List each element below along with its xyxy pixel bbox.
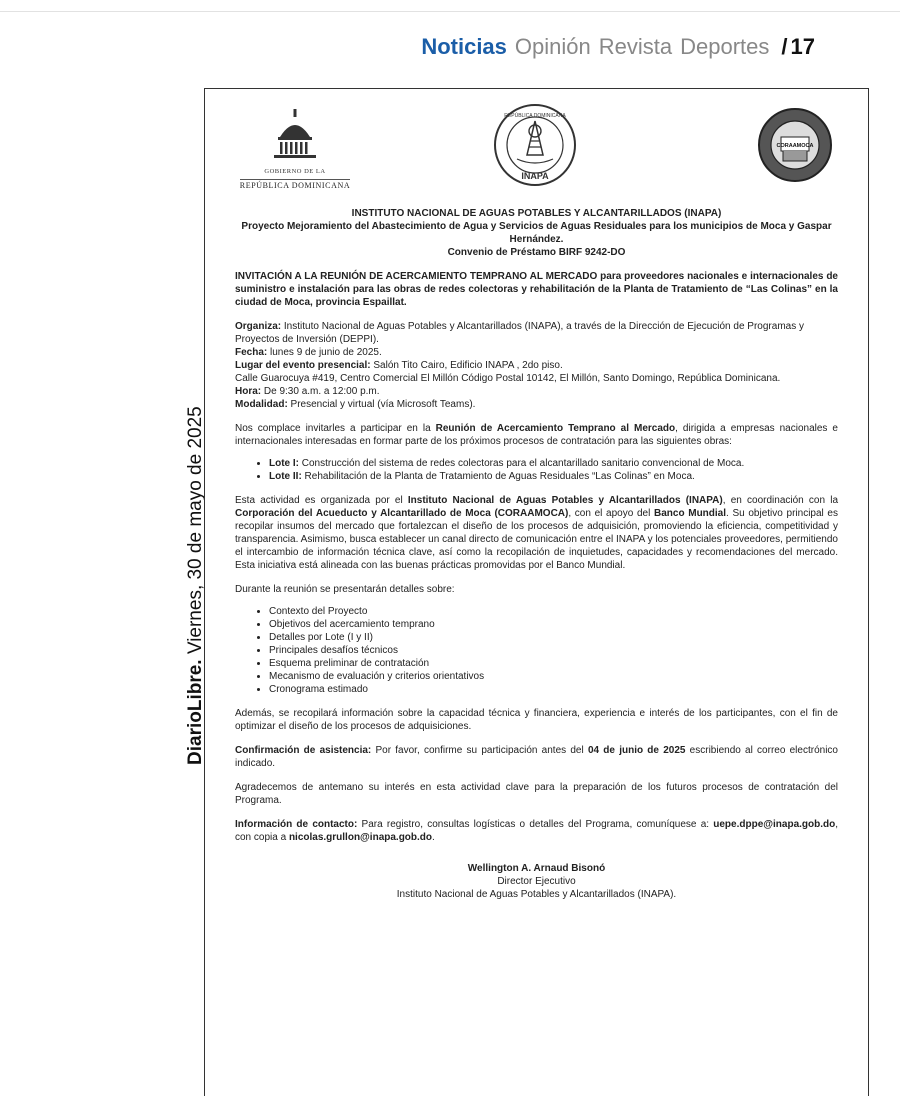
list-item: • Principales desafíos técnicos [269,644,838,657]
list-item: • Mecanismo de evaluación y criterios orientativos [269,670,838,683]
document-header [235,207,838,259]
organization-paragraph: Esta actividad es organizada por el Instituto Nacional de Aguas Potables y Alcantarillados (INAPA), en coordinación con la Corporación del Acueducto y Alcantarillado de Moca (CORAAMOCA), con el apoyo del Banco Mundial. Su objetivo principal es recopilar insumos del mercado que fortalezcan el diseño de los procesos de adquisición, promoviendo la eficiencia, competitividad y transparencia. Asimismo, busca establecer un canal directo de comunicación entre el INAPA y los potenciales proveedores, permitiendo el intercambio de información técnica clave, así como la recopilación de inquietudes, capacidades y recomendaciones del mercado. Esta iniciativa está alineada con las buenas prácticas promovidas por el Banco Mundial. [235,495,839,571]
nav-revista[interactable]: Revista [598,34,673,59]
inapa-seal [493,103,577,192]
svg-text:INAPA: INAPA [521,171,549,181]
gov-logo-text: REPÚBLICA DOMINICANA [239,181,351,190]
list-item: • Objetivos del acercamiento temprano [269,618,838,631]
signatory-role: Director Ejecutivo [497,876,576,887]
hora-line: Hora: De 9:30 a.m. a 12:00 p.m. [235,386,380,397]
signature-block [235,862,838,901]
nav-opinion[interactable]: Opinión [514,34,591,59]
top-divider [0,11,900,12]
list-item: • Lote I: Construcción del sistema de redes colectoras para el alcantarillado sanitario convencional de Moca. [269,457,838,470]
document-body [235,207,838,901]
event-details [235,320,838,411]
institution-title: INSTITUTO NACIONAL DE AGUAS POTABLES Y ALCANTARILLADOS (INAPA) [351,208,722,219]
nav-deportes[interactable]: Deportes [680,34,770,59]
contact-paragraph: Información de contacto: Para registro, consultas logísticas o detalles del Programa, comuníquese a: uepe.dppe@inapa.gob.do, con copia a nicolas.grullon@inapa.gob.do. [235,819,839,843]
confirmation-paragraph: Confirmación de asistencia: Por favor, confirme su participación antes del 04 de junio de 2025 escribiendo al correo electrónico indicado. [235,745,838,769]
invitation-heading: INVITACIÓN A LA REUNIÓN DE ACERCAMIENTO TEMPRANO AL MERCADO para proveedores nacionales e internacionales de suministro e instalación para las obras de redes colectoras y rehabilitación de la Planta de Tratamiento de “Las Colinas” en la ciudad de Moca, provincia Espaillat. [235,271,838,308]
additional-info-paragraph: Además, se recopilará información sobre la capacidad técnica y financiera, experiencia e interés de los participantes, con el fin de optimizar el diseño de los procesos de adquisiciones. [235,708,838,732]
svg-text:CORAAMOCA: CORAAMOCA [776,143,814,149]
address-line: Calle Guarocuya #419, Centro Comercial El Millón Código Postal 10142, El Millón, Santo Domingo, República Dominicana. [235,373,781,384]
advertisement-document [204,88,869,1096]
organiza-line: Organiza: Instituto Nacional de Aguas Potables y Alcantarillados (INAPA), a través de la Dirección de Ejecución de Programas y Proyectos de Inversión (DEPPI). [235,321,804,345]
nav-noticias[interactable]: Noticias [421,34,507,59]
svg-text:REPÚBLICA DOMINICANA: REPÚBLICA DOMINICANA [504,113,566,119]
thanks-paragraph: Agradecemos de antemano su interés en esta actividad clave para la preparación de los futuros procesos de contratación del Programa. [235,782,838,806]
coraamoca-seal [757,107,833,188]
publication-brand: DiarioLibre. [185,659,206,765]
section-nav [421,34,815,60]
modalidad-line: Modalidad: Presencial y virtual (vía Microsoft Teams). [235,399,476,410]
loan-agreement: Convenio de Préstamo BIRF 9242-DO [447,247,626,258]
contact-email-copy[interactable]: nicolas.grullon@inapa.gob.do [288,832,433,843]
publication-date: Viernes, 30 de mayo de 2025 [185,406,206,655]
list-item: • Contexto del Proyecto [269,605,838,618]
topics-intro: Durante la reunión se presentarán detalles sobre: [235,584,455,595]
project-title: Proyecto Mejoramiento del Abastecimiento de Agua y Servicios de Aguas Residuales para los municipios de Moca y Gaspar Hernández. [241,221,832,245]
list-item: • Detalles por Lote (I y II) [269,631,838,644]
fecha-line: Fecha: lunes 9 de junio de 2025. [235,347,382,358]
list-item: • Cronograma estimado [269,683,838,696]
signatory-name: Wellington A. Arnaud Bisonó [467,863,606,874]
gobierno-logo [225,107,365,193]
capitol-dome-icon [268,107,322,161]
logo-row [205,89,868,207]
inapa-seal-icon [493,103,577,187]
topics-list [235,605,838,696]
list-item: • Lote II: Rehabilitación de la Planta de Tratamiento de Aguas Residuales “Las Colinas” en Moca. [269,470,838,483]
intro-paragraph: Nos complace invitarles a participar en la Reunión de Acercamiento Temprano al Mercado, dirigida a empresas nacionales e internacionales interesadas en formar parte de los próximos procesos de contratación para las siguientes obras: [235,423,838,447]
page-number: / 17 [781,34,815,59]
lugar-line: Lugar del evento presencial: Salón Tito Cairo, Edificio INAPA , 2do piso. [235,360,563,371]
gov-logo-small-text: GOBIERNO DE LA [264,168,326,175]
signatory-organization: Instituto Nacional de Aguas Potables y Alcantarillados (INAPA). [396,889,677,900]
contact-email-primary[interactable]: uepe.dppe@inapa.gob.do [713,819,836,830]
list-item: • Esquema preliminar de contratación [269,657,838,670]
coraamoca-seal-icon [757,107,833,183]
lots-list [235,457,838,483]
